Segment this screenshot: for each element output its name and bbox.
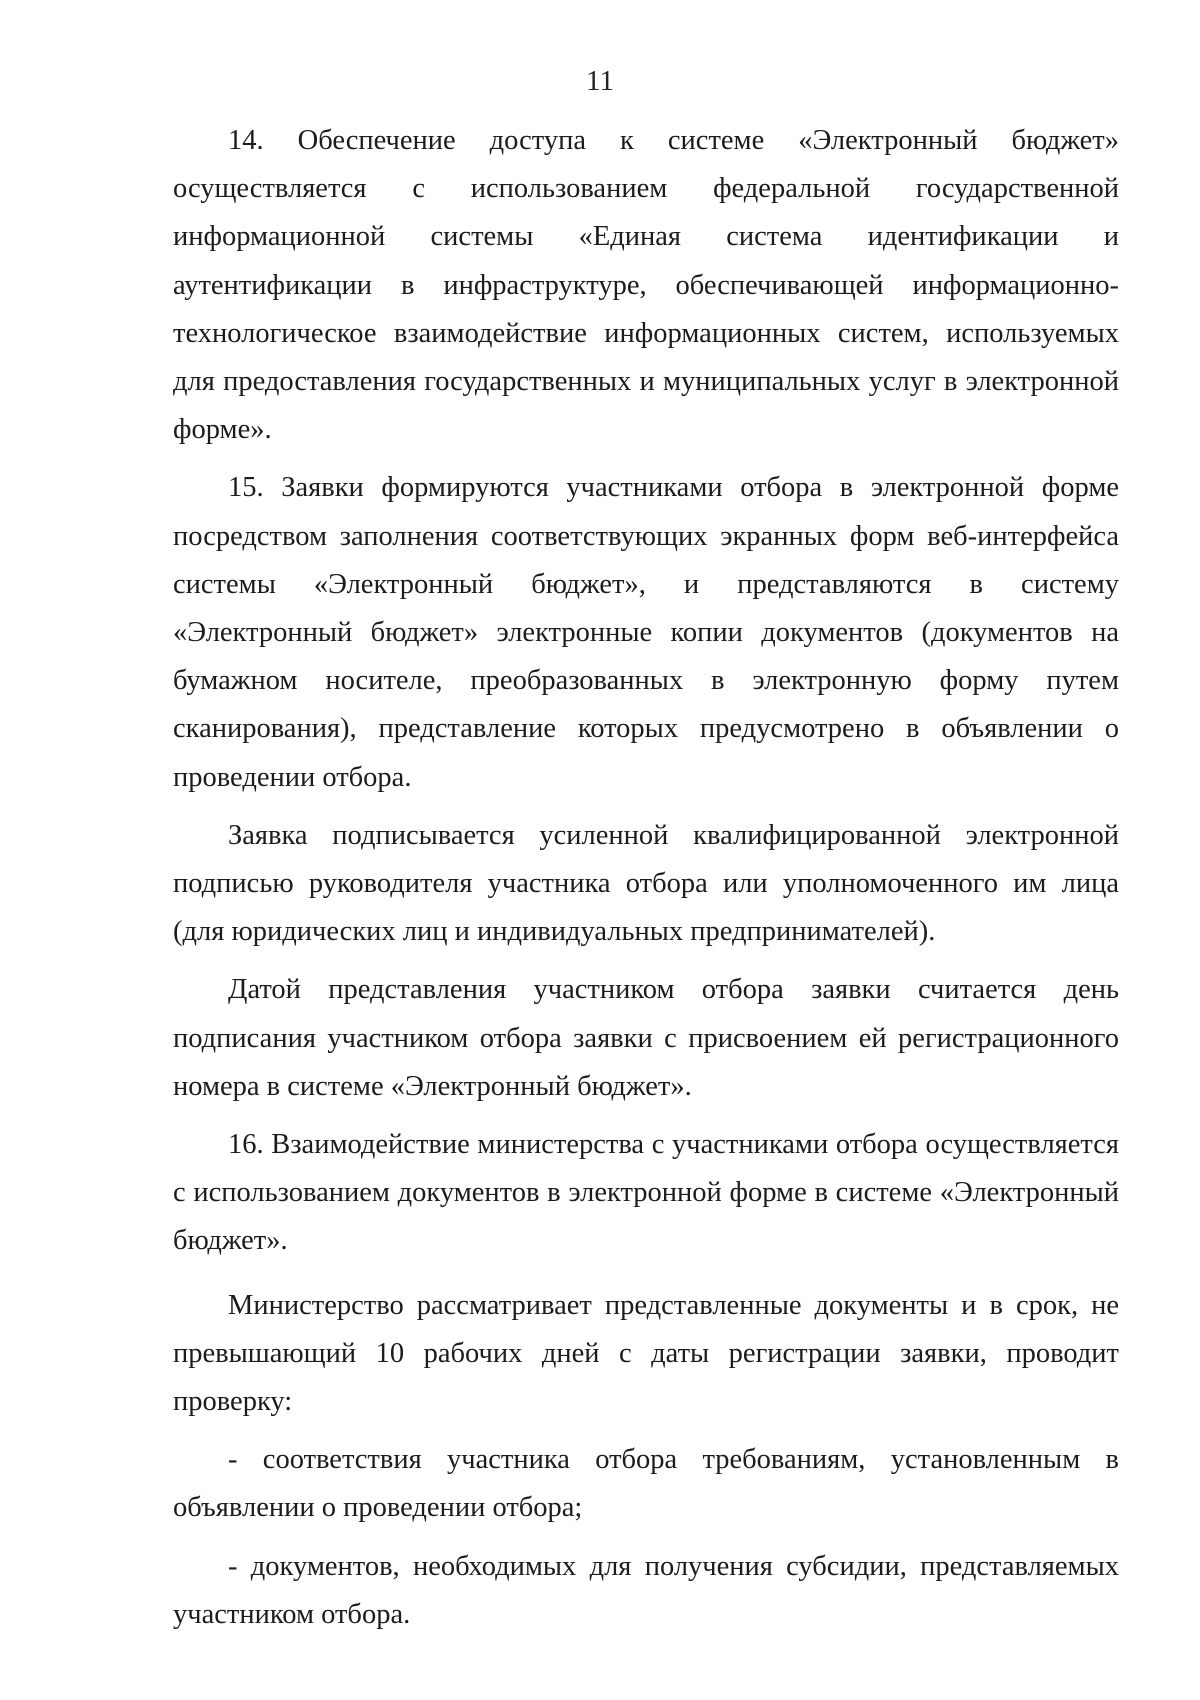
paragraph-16-interaction: 16. Взаимодействие министерства с участниками отбора осуществляется с использованием документов в электронной форме в системе «Электронный бюджет». <box>173 1129 1119 1257</box>
list-item-documents-check: - документов, необходимых для получения субсидии, представляемых участником отбора. <box>173 1550 1119 1630</box>
list-item-compliance-check: - соответствия участника отбора требованиям, установленным в объявлении о проведении отбора; <box>173 1444 1119 1524</box>
paragraph-15-applications: 15. Заявки формируются участниками отбора в электронной форме посредством заполнения соответствующих экранных форм веб-интерфейса системы «Электронный бюджет», и представляются в систему «Электронный бюджет» электронные копии документов (документов на бумажном носителе, преобразованных в электронную форму путем сканирования), представление которых предусмотрено в объявлении о проведении отбора. <box>173 472 1119 793</box>
paragraph-ministry-review: Министерство рассматривает представленные документы и в срок, не превышающий 10 рабочих дней с даты регистрации заявки, проводит проверку: <box>173 1289 1119 1418</box>
paragraph-submission-date: Датой представления участником отбора заявки считается день подписания участником отбора заявки с присвоением ей регистрационного номера в системе «Электронный бюджет». <box>173 974 1119 1102</box>
paragraph-application-signature: Заявка подписывается усиленной квалифицированной электронной подписью руководителя участника отбора или уполномоченного им лица (для юридических лиц и индивидуальных предпринимателей). <box>173 819 1119 948</box>
document-body <box>173 117 1119 1649</box>
page-number: 11 <box>586 65 614 97</box>
paragraph-14-access: 14. Обеспечение доступа к системе «Электронный бюджет» осуществляется с использованием федеральной государственной информационной системы «Единая система идентификации и аутентификации в инфраструктуре, обеспечивающей информационно-технологическое взаимодействие информационных систем, используемых для предоставления государственных и муниципальных услуг в электронной форме». <box>173 125 1119 446</box>
